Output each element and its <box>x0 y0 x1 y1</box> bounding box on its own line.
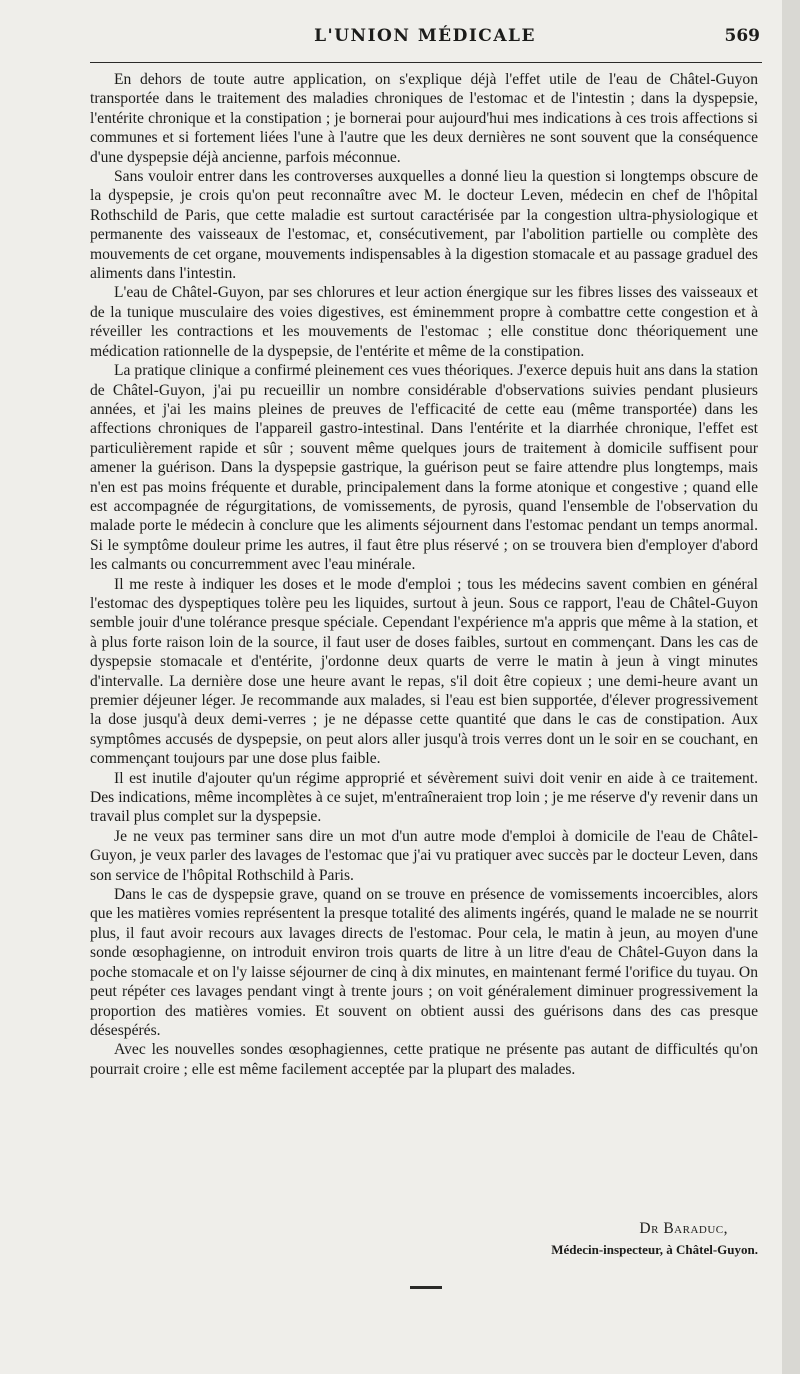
page-number: 569 <box>724 26 760 46</box>
paragraph: Dans le cas de dyspepsie grave, quand on se trouve en présence de vomissements incoercibles, alors que les matières vomies représentent la presque totalité des aliments ingérés, quand le malade ne se nourrit plus, il faut avoir recours aux lavages directs de l'estomac. Pour cela, le matin à jeun, au moyen d'une sonde œsophagienne, on introduit environ trois quarts de litre à un litre d'eau de Châtel-Guyon dans la poche stomacale et on l'y laisse séjourner de cinq à dix minutes, en maintenant fermé l'orifice du tuyau. On peut répéter ces lavages pendant vingt à trente jours ; on voit généralement diminuer progressivement la proportion des matières vomies. Et souvent on obtient aussi des guérisons dans des cas presque désespérés. <box>90 886 758 1039</box>
signature-block <box>90 1218 758 1260</box>
running-head: L'UNION MÉDICALE <box>314 26 536 46</box>
paragraph: Il est inutile d'ajouter qu'un régime approprié et sévèrement suivi doit venir en aide à ce traitement. Des indications, même incomplètes à ce sujet, m'entraîneraient trop loin ; je me réserve d'y revenir dans un travail plus complet sur la dyspepsie. <box>90 769 758 826</box>
paragraph: En dehors de toute autre application, on s'explique déjà l'effet utile de l'eau de Châtel-Guyon transportée dans le traitement des maladies chroniques de l'estomac et de l'intestin ; dans la dyspepsie, l'entérite chronique et la constipation ; je bornerai pour aujourd'hui mes indications à ces trois affections si communes et si fortement liées l'une à l'autre que les deux dernières ne sont souvent que la conséquence d'une dyspepsie déjà ancienne, parfois méconnue. <box>90 71 758 166</box>
paragraph: L'eau de Châtel-Guyon, par ses chlorures et leur action énergique sur les fibres lisses des vaisseaux et de la tunique musculaire des voies digestives, est éminemment propre à combattre cette congestion et à réveiller les contractions et les mouvements de l'estomac ; elle constitue donc théoriquement une médication rationnelle de la dyspepsie, de l'entérite et même de la constipation. <box>90 284 758 360</box>
paragraph: Je ne veux pas terminer sans dire un mot d'un autre mode d'emploi à domicile de l'eau de Châtel-Guyon, je veux parler des lavages de l'estomac que j'ai vu pratiquer avec succès par le docteur Leven, dans son service de l'hôpital Rothschild à Paris. <box>90 827 758 884</box>
end-of-article-rule <box>410 1286 442 1289</box>
author-title: Médecin-inspecteur, à Châtel-Guyon. <box>551 1242 758 1257</box>
paragraph: Sans vouloir entrer dans les controverses auxquelles a donné lieu la question si longtemps obscure de la dyspepsie, je crois qu'on peut reconnaître avec M. le docteur Leven, médecin en chef de l'hôpital Rothschild de Paris, que cette maladie est surtout caractérisée par la congestion ultra-physiologique et permanente des vaisseaux de l'estomac, et, consécutivement, par l'abolition partielle ou complète des mouvements de cet organe, mouvements indispensables à la digestion stomacale et au passage graduel des aliments dans l'intestin. <box>90 168 758 283</box>
page-header <box>90 26 760 52</box>
header-rule <box>90 62 762 63</box>
author-name: Dr Baraduc, <box>639 1220 728 1237</box>
article-body <box>90 70 758 1079</box>
paragraph: La pratique clinique a confirmé pleinement ces vues théoriques. J'exerce depuis huit ans dans la station de Châtel-Guyon, j'ai pu recueillir un nombre considérable d'observations suivies pendant plusieurs années, et j'ai les mains pleines de preuves de l'efficacité de cette eau (même transportée) dans les affections chroniques de l'appareil gastro-intestinal. Dans l'entérite et la diarrhée chronique, l'effet est particulièrement rapide et sûr ; souvent même quelques jours de traitement à domicile suffisent pour amener la guérison. Dans la dyspepsie gastrique, la guérison peut se faire attendre plus longtemps, mais n'en est pas moins fréquente et durable, principalement dans la forme atonique et congestive ; quand elle est accompagnée de régurgitations, de vomissements, de pyrosis, quand l'ensemble de l'observation du malade porte le médecin à conclure que les aliments séjournent dans l'estomac pendant un temps anormal. Si le symptôme douleur prime les autres, il faut être plus réservé ; on se trouvera bien d'employer d'abord les calmants ou concurremment avec l'eau minérale. <box>90 362 758 574</box>
paragraph: Avec les nouvelles sondes œsophagiennes, cette pratique ne présente pas autant de difficultés qu'on pourrait croire ; elle est même facilement acceptée par la plupart des malades. <box>90 1041 758 1078</box>
paragraph: Il me reste à indiquer les doses et le mode d'emploi ; tous les médecins savent combien en général l'estomac des dyspeptiques tolère peu les liquides, surtout à jeun. Sous ce rapport, l'eau de Châtel-Guyon semble jouir d'une tolérance presque spéciale. Cependant l'expérience m'a appris que même à la station, et à plus forte raison loin de la source, il faut user de doses faibles, surtout en commençant. Dans les cas de dyspepsie stomacale et d'entérite, j'ordonne deux quarts de verre le matin à jeun à vingt minutes d'intervalle. La dernière dose une heure avant le repas, s'il doit être copieux ; une demi-heure avant un premier déjeuner léger. Je recommande aux malades, si l'eau est bien supportée, d'élever progressivement la dose jusqu'à deux demi-verres ; je ne dépasse cette quantité que dans le cas de constipation. Aux symptômes accusés de dyspepsie, on peut alors aller jusqu'à trois verres dont un le soir en se couchant, en commençant toujours par une dose plus faible. <box>90 575 758 768</box>
